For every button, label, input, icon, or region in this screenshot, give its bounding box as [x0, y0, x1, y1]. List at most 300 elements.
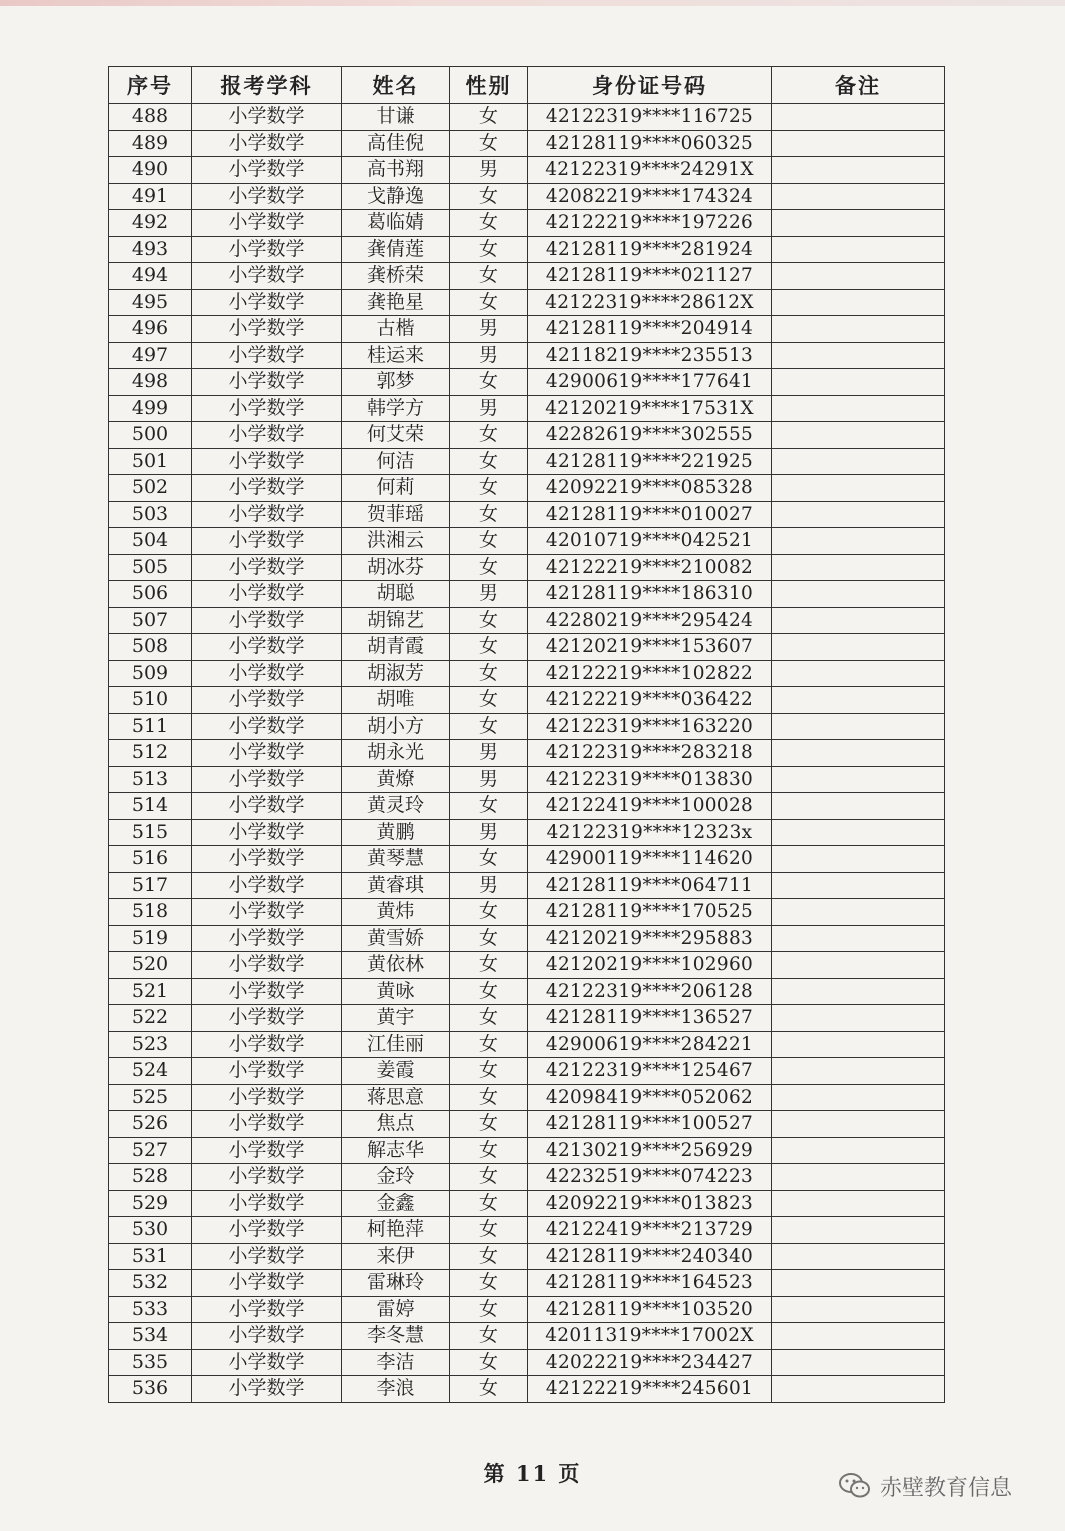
cell-name: 胡永光: [342, 740, 450, 767]
cell-serial: 519: [109, 925, 192, 952]
cell-gender: 女: [450, 104, 528, 131]
cell-remarks: [772, 687, 945, 714]
cell-name: 黄炜: [342, 899, 450, 926]
cell-name: 李冬慧: [342, 1323, 450, 1350]
cell-name: 江佳丽: [342, 1031, 450, 1058]
cell-gender: 女: [450, 475, 528, 502]
cell-serial: 525: [109, 1084, 192, 1111]
cell-id-number: 42128119****204914: [528, 316, 772, 343]
table-row: [109, 1111, 945, 1138]
cell-serial: 492: [109, 210, 192, 237]
cell-remarks: [772, 263, 945, 290]
cell-gender: 女: [450, 713, 528, 740]
cell-id-number: 42122419****213729: [528, 1217, 772, 1244]
cell-serial: 494: [109, 263, 192, 290]
cell-name: 雷婷: [342, 1296, 450, 1323]
cell-id-number: 42128119****136527: [528, 1005, 772, 1032]
cell-gender: 女: [450, 289, 528, 316]
table-row: [109, 1296, 945, 1323]
table-row: [109, 1058, 945, 1085]
header-name: 姓名: [342, 67, 450, 104]
cell-remarks: [772, 157, 945, 184]
table-row: [109, 1323, 945, 1350]
cell-name: 黄鹏: [342, 819, 450, 846]
cell-remarks: [772, 210, 945, 237]
cell-subject: 小学数学: [192, 1084, 342, 1111]
cell-gender: 女: [450, 554, 528, 581]
cell-name: 龚艳星: [342, 289, 450, 316]
cell-id-number: 42128119****281924: [528, 236, 772, 263]
cell-subject: 小学数学: [192, 978, 342, 1005]
cell-subject: 小学数学: [192, 157, 342, 184]
cell-id-number: 42122319****283218: [528, 740, 772, 767]
cell-gender: 女: [450, 660, 528, 687]
cell-name: 李浪: [342, 1376, 450, 1403]
cell-name: 桂运来: [342, 342, 450, 369]
cell-subject: 小学数学: [192, 422, 342, 449]
cell-subject: 小学数学: [192, 554, 342, 581]
cell-remarks: [772, 1270, 945, 1297]
cell-name: 来伊: [342, 1243, 450, 1270]
cell-name: 贺菲瑶: [342, 501, 450, 528]
cell-remarks: [772, 1031, 945, 1058]
table-row: [109, 554, 945, 581]
cell-remarks: [772, 634, 945, 661]
cell-remarks: [772, 1349, 945, 1376]
cell-id-number: 42120219****102960: [528, 952, 772, 979]
cell-gender: 女: [450, 183, 528, 210]
cell-subject: 小学数学: [192, 263, 342, 290]
cell-id-number: 42128119****240340: [528, 1243, 772, 1270]
cell-subject: 小学数学: [192, 130, 342, 157]
cell-serial: 491: [109, 183, 192, 210]
cell-serial: 493: [109, 236, 192, 263]
cell-serial: 536: [109, 1376, 192, 1403]
cell-remarks: [772, 1243, 945, 1270]
cell-id-number: 42122319****206128: [528, 978, 772, 1005]
cell-gender: 男: [450, 740, 528, 767]
cell-remarks: [772, 183, 945, 210]
cell-remarks: [772, 740, 945, 767]
table-row: [109, 607, 945, 634]
cell-gender: 女: [450, 607, 528, 634]
cell-gender: 男: [450, 316, 528, 343]
cell-gender: 女: [450, 263, 528, 290]
table-row: [109, 872, 945, 899]
cell-id-number: 42122419****100028: [528, 793, 772, 820]
table-row: [109, 660, 945, 687]
candidate-table: [108, 66, 945, 1403]
cell-subject: 小学数学: [192, 369, 342, 396]
cell-id-number: 42128119****021127: [528, 263, 772, 290]
cell-subject: 小学数学: [192, 660, 342, 687]
cell-remarks: [772, 501, 945, 528]
cell-id-number: 42128119****164523: [528, 1270, 772, 1297]
cell-subject: 小学数学: [192, 1270, 342, 1297]
cell-subject: 小学数学: [192, 766, 342, 793]
cell-remarks: [772, 872, 945, 899]
cell-gender: 女: [450, 1031, 528, 1058]
cell-name: 雷琳玲: [342, 1270, 450, 1297]
cell-serial: 499: [109, 395, 192, 422]
cell-remarks: [772, 554, 945, 581]
cell-remarks: [772, 1058, 945, 1085]
cell-remarks: [772, 793, 945, 820]
cell-name: 何洁: [342, 448, 450, 475]
cell-id-number: 42232519****074223: [528, 1164, 772, 1191]
cell-remarks: [772, 448, 945, 475]
cell-serial: 509: [109, 660, 192, 687]
table-body: [109, 104, 945, 1403]
cell-serial: 521: [109, 978, 192, 1005]
cell-gender: 女: [450, 793, 528, 820]
cell-gender: 女: [450, 1164, 528, 1191]
cell-subject: 小学数学: [192, 899, 342, 926]
cell-subject: 小学数学: [192, 528, 342, 555]
cell-name: 黄雪娇: [342, 925, 450, 952]
cell-gender: 女: [450, 422, 528, 449]
table-row: [109, 157, 945, 184]
cell-subject: 小学数学: [192, 475, 342, 502]
cell-name: 金玲: [342, 1164, 450, 1191]
cell-name: 焦点: [342, 1111, 450, 1138]
table-row: [109, 475, 945, 502]
cell-gender: 女: [450, 1058, 528, 1085]
cell-name: 胡冰芬: [342, 554, 450, 581]
table-row: [109, 130, 945, 157]
cell-remarks: [772, 1084, 945, 1111]
cell-subject: 小学数学: [192, 183, 342, 210]
table-row: [109, 1005, 945, 1032]
table-row: [109, 713, 945, 740]
cell-name: 柯艳萍: [342, 1217, 450, 1244]
cell-id-number: 42120219****295883: [528, 925, 772, 952]
cell-serial: 514: [109, 793, 192, 820]
table-row: [109, 210, 945, 237]
cell-gender: 女: [450, 978, 528, 1005]
cell-gender: 女: [450, 687, 528, 714]
cell-subject: 小学数学: [192, 581, 342, 608]
cell-name: 金鑫: [342, 1190, 450, 1217]
table-row: [109, 395, 945, 422]
cell-gender: 女: [450, 501, 528, 528]
cell-id-number: 42122319****125467: [528, 1058, 772, 1085]
cell-gender: 女: [450, 1190, 528, 1217]
cell-remarks: [772, 1137, 945, 1164]
cell-serial: 531: [109, 1243, 192, 1270]
cell-name: 古楷: [342, 316, 450, 343]
cell-serial: 530: [109, 1217, 192, 1244]
page-number: 第 11 页: [483, 1461, 582, 1486]
cell-subject: 小学数学: [192, 793, 342, 820]
header-gender: 性别: [450, 67, 528, 104]
cell-gender: 女: [450, 1323, 528, 1350]
header-serial: 序号: [109, 67, 192, 104]
cell-remarks: [772, 342, 945, 369]
cell-id-number: 42128119****186310: [528, 581, 772, 608]
cell-subject: 小学数学: [192, 104, 342, 131]
cell-subject: 小学数学: [192, 740, 342, 767]
cell-gender: 男: [450, 342, 528, 369]
cell-gender: 女: [450, 369, 528, 396]
cell-name: 戈静逸: [342, 183, 450, 210]
cell-serial: 522: [109, 1005, 192, 1032]
cell-serial: 511: [109, 713, 192, 740]
cell-serial: 503: [109, 501, 192, 528]
cell-gender: 男: [450, 766, 528, 793]
cell-subject: 小学数学: [192, 607, 342, 634]
cell-subject: 小学数学: [192, 1349, 342, 1376]
cell-id-number: 42120219****17531X: [528, 395, 772, 422]
cell-serial: 497: [109, 342, 192, 369]
cell-id-number: 42900619****177641: [528, 369, 772, 396]
cell-gender: 女: [450, 1296, 528, 1323]
table-row: [109, 1217, 945, 1244]
cell-remarks: [772, 422, 945, 449]
cell-id-number: 42092219****085328: [528, 475, 772, 502]
table-row: [109, 183, 945, 210]
cell-id-number: 42122319****24291X: [528, 157, 772, 184]
cell-serial: 496: [109, 316, 192, 343]
cell-remarks: [772, 130, 945, 157]
cell-gender: 女: [450, 1084, 528, 1111]
cell-id-number: 42122319****28612X: [528, 289, 772, 316]
cell-gender: 女: [450, 1243, 528, 1270]
table-row: [109, 581, 945, 608]
cell-remarks: [772, 581, 945, 608]
cell-gender: 女: [450, 1270, 528, 1297]
cell-remarks: [772, 1190, 945, 1217]
cell-id-number: 42122219****245601: [528, 1376, 772, 1403]
cell-id-number: 42122319****116725: [528, 104, 772, 131]
cell-subject: 小学数学: [192, 1190, 342, 1217]
table-header-row: [109, 67, 945, 104]
cell-name: 甘谦: [342, 104, 450, 131]
cell-name: 胡锦艺: [342, 607, 450, 634]
table-row: [109, 528, 945, 555]
table-row: [109, 1243, 945, 1270]
cell-serial: 534: [109, 1323, 192, 1350]
cell-subject: 小学数学: [192, 1058, 342, 1085]
cell-name: 黄灵玲: [342, 793, 450, 820]
cell-serial: 523: [109, 1031, 192, 1058]
cell-gender: 女: [450, 1111, 528, 1138]
cell-id-number: 42900619****284221: [528, 1031, 772, 1058]
table-row: [109, 501, 945, 528]
cell-serial: 512: [109, 740, 192, 767]
wechat-icon: [838, 1471, 872, 1501]
cell-serial: 517: [109, 872, 192, 899]
cell-gender: 男: [450, 395, 528, 422]
cell-remarks: [772, 395, 945, 422]
cell-subject: 小学数学: [192, 501, 342, 528]
cell-gender: 男: [450, 872, 528, 899]
cell-gender: 女: [450, 448, 528, 475]
cell-remarks: [772, 528, 945, 555]
table-row: [109, 846, 945, 873]
table-row: [109, 1349, 945, 1376]
cell-serial: 508: [109, 634, 192, 661]
cell-remarks: [772, 236, 945, 263]
cell-name: 高书翔: [342, 157, 450, 184]
cell-id-number: 42128119****103520: [528, 1296, 772, 1323]
table-row: [109, 1084, 945, 1111]
table-row: [109, 899, 945, 926]
cell-name: 胡唯: [342, 687, 450, 714]
cell-name: 蒋思意: [342, 1084, 450, 1111]
cell-subject: 小学数学: [192, 952, 342, 979]
table-row: [109, 766, 945, 793]
cell-serial: 510: [109, 687, 192, 714]
cell-subject: 小学数学: [192, 872, 342, 899]
cell-name: 何莉: [342, 475, 450, 502]
cell-remarks: [772, 1005, 945, 1032]
cell-remarks: [772, 1296, 945, 1323]
cell-name: 高佳倪: [342, 130, 450, 157]
cell-subject: 小学数学: [192, 819, 342, 846]
cell-subject: 小学数学: [192, 1137, 342, 1164]
cell-gender: 女: [450, 925, 528, 952]
table-row: [109, 422, 945, 449]
table-row: [109, 369, 945, 396]
cell-subject: 小学数学: [192, 1243, 342, 1270]
table-row: [109, 978, 945, 1005]
cell-gender: 男: [450, 581, 528, 608]
cell-gender: 女: [450, 236, 528, 263]
cell-serial: 505: [109, 554, 192, 581]
cell-id-number: 42900119****114620: [528, 846, 772, 873]
table-row: [109, 104, 945, 131]
table-row: [109, 793, 945, 820]
cell-id-number: 42130219****256929: [528, 1137, 772, 1164]
cell-name: 黄燎: [342, 766, 450, 793]
cell-subject: 小学数学: [192, 1376, 342, 1403]
cell-id-number: 42128119****060325: [528, 130, 772, 157]
cell-name: 洪湘云: [342, 528, 450, 555]
cell-gender: 女: [450, 1217, 528, 1244]
table-row: [109, 1376, 945, 1403]
cell-id-number: 42122319****013830: [528, 766, 772, 793]
cell-name: 黄宇: [342, 1005, 450, 1032]
cell-gender: 女: [450, 1137, 528, 1164]
cell-serial: 524: [109, 1058, 192, 1085]
cell-serial: 520: [109, 952, 192, 979]
cell-gender: 女: [450, 528, 528, 555]
cell-id-number: 42082219****174324: [528, 183, 772, 210]
header-remarks: 备注: [772, 67, 945, 104]
cell-subject: 小学数学: [192, 1005, 342, 1032]
cell-remarks: [772, 713, 945, 740]
cell-name: 黄琴慧: [342, 846, 450, 873]
cell-serial: 532: [109, 1270, 192, 1297]
cell-remarks: [772, 1217, 945, 1244]
cell-serial: 502: [109, 475, 192, 502]
cell-serial: 504: [109, 528, 192, 555]
cell-gender: 男: [450, 157, 528, 184]
table-row: [109, 236, 945, 263]
cell-subject: 小学数学: [192, 687, 342, 714]
cell-serial: 528: [109, 1164, 192, 1191]
cell-name: 黄依林: [342, 952, 450, 979]
watermark-text: 赤壁教育信息: [880, 1475, 1013, 1501]
cell-remarks: [772, 899, 945, 926]
cell-subject: 小学数学: [192, 395, 342, 422]
cell-id-number: 42092219****013823: [528, 1190, 772, 1217]
cell-id-number: 42098419****052062: [528, 1084, 772, 1111]
cell-remarks: [772, 475, 945, 502]
cell-remarks: [772, 316, 945, 343]
cell-id-number: 42122319****12323x: [528, 819, 772, 846]
cell-remarks: [772, 1164, 945, 1191]
cell-gender: 女: [450, 1349, 528, 1376]
cell-remarks: [772, 1323, 945, 1350]
cell-name: 胡聪: [342, 581, 450, 608]
page-top-edge: [0, 0, 1065, 6]
cell-remarks: [772, 925, 945, 952]
cell-subject: 小学数学: [192, 1217, 342, 1244]
cell-serial: 490: [109, 157, 192, 184]
cell-id-number: 42128119****100527: [528, 1111, 772, 1138]
cell-gender: 女: [450, 952, 528, 979]
cell-id-number: 42118219****235513: [528, 342, 772, 369]
table-row: [109, 1164, 945, 1191]
cell-name: 龚桥荣: [342, 263, 450, 290]
cell-id-number: 42120219****153607: [528, 634, 772, 661]
cell-subject: 小学数学: [192, 1164, 342, 1191]
cell-remarks: [772, 952, 945, 979]
table-row: [109, 925, 945, 952]
table-row: [109, 634, 945, 661]
cell-remarks: [772, 660, 945, 687]
cell-gender: 女: [450, 634, 528, 661]
cell-subject: 小学数学: [192, 236, 342, 263]
cell-id-number: 42122219****197226: [528, 210, 772, 237]
cell-id-number: 42022219****234427: [528, 1349, 772, 1376]
cell-id-number: 42128119****170525: [528, 899, 772, 926]
cell-serial: 489: [109, 130, 192, 157]
cell-gender: 女: [450, 1376, 528, 1403]
cell-name: 胡青霞: [342, 634, 450, 661]
cell-serial: 526: [109, 1111, 192, 1138]
cell-serial: 518: [109, 899, 192, 926]
table-row: [109, 1137, 945, 1164]
cell-serial: 495: [109, 289, 192, 316]
cell-name: 韩学方: [342, 395, 450, 422]
cell-id-number: 42122219****036422: [528, 687, 772, 714]
table-row: [109, 687, 945, 714]
cell-serial: 515: [109, 819, 192, 846]
cell-remarks: [772, 846, 945, 873]
table-row: [109, 1190, 945, 1217]
cell-id-number: 42128119****064711: [528, 872, 772, 899]
cell-subject: 小学数学: [192, 1111, 342, 1138]
table-row: [109, 448, 945, 475]
cell-subject: 小学数学: [192, 846, 342, 873]
table-row: [109, 952, 945, 979]
cell-subject: 小学数学: [192, 289, 342, 316]
cell-gender: 女: [450, 210, 528, 237]
cell-name: 胡小方: [342, 713, 450, 740]
cell-subject: 小学数学: [192, 316, 342, 343]
table-row: [109, 289, 945, 316]
cell-id-number: 42122219****210082: [528, 554, 772, 581]
cell-name: 龚倩莲: [342, 236, 450, 263]
cell-subject: 小学数学: [192, 1323, 342, 1350]
table-row: [109, 740, 945, 767]
header-subject: 报考学科: [192, 67, 342, 104]
cell-name: 何艾荣: [342, 422, 450, 449]
cell-name: 胡淑芳: [342, 660, 450, 687]
